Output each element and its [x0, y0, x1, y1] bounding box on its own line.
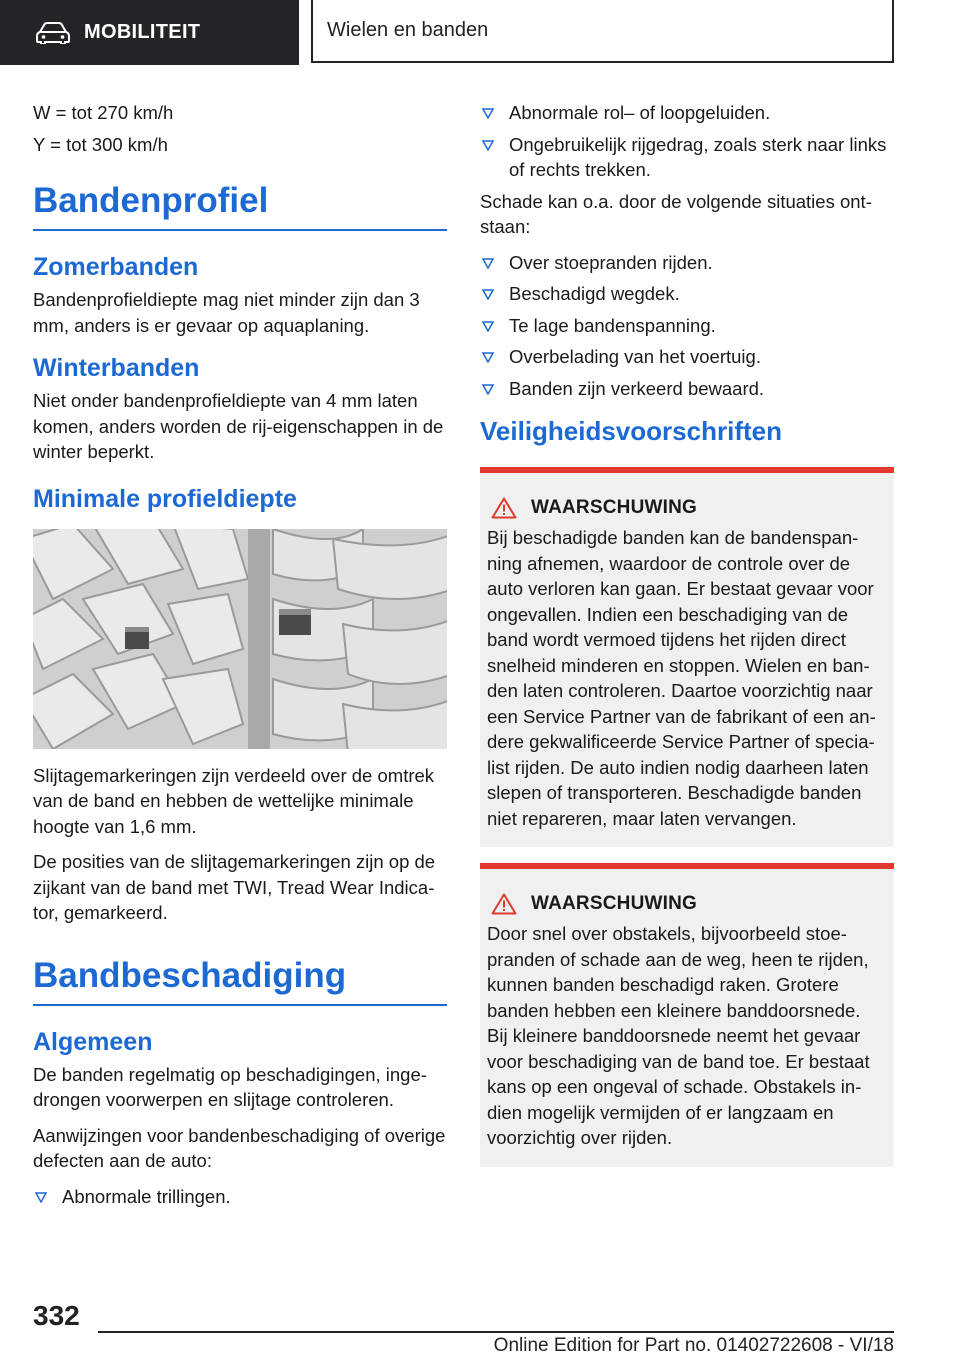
- warning-triangle-icon: [491, 497, 517, 519]
- paragraph-aanwijzingen: Aanwijzingen voor bandenbeschadiging of overige defecten aan de auto:: [33, 1124, 446, 1171]
- page-title: Wielen en banden: [327, 19, 489, 41]
- paragraph-twi: De posities van de slijtagemarkeringen zijn op de zijkant van de band met TWI, Tread Wear Indicator, gemarkeerd.: [33, 851, 436, 923]
- damage-signs-list-continued: [480, 100, 894, 183]
- heading-bandenprofiel: Bandenprofiel: [33, 179, 447, 231]
- section-label: MOBILITEIT: [84, 21, 201, 43]
- triangle-bullet-icon: [482, 258, 494, 269]
- triangle-bullet-icon: [482, 384, 494, 395]
- warning-title: WAARSCHUWING: [531, 893, 697, 914]
- warning-box-1: [480, 467, 894, 847]
- tire-tread-illustration: [33, 529, 447, 749]
- triangle-bullet-icon: [482, 321, 494, 332]
- list-item: Ongebruikelijk rijgedrag, zoals sterk naar links of rechts trekken.: [480, 132, 894, 183]
- warning-text: Bij beschadigde banden kan de bandenspanning afnemen, waardoor de controle over de auto verloren kan gaan. Er bestaat gevaar voor ongevallen. Indien een beschadiging van de band wordt vermoed tijdens het rijden direct snelheid minderen en stoppen. Wielen en banden laten controleren. Daartoe voorzichtig naar een Service Partner van de fabrikant of een andere gekwalificeerde Service Partner of specialist rijden. De auto indien nodig daarheen laten slepen of transporteren. Beschadigde banden niet repareren, maar laten vervangen.: [487, 527, 876, 829]
- left-column: [33, 100, 447, 1215]
- warning-text: Door snel over obstakels, bijvoorbeeld stoepranden of schade aan de weg, heen te rijden, kunnen banden beschadigd raken. Grotere banden hebben een kleinere banddoorsnede. Bij kleinere banddoorsnede neemt het gevaar voor beschadiging van de band toe. Er bestaat kans op een ongeval of schade. Obstakels indien mogelijk vermijden of er langzaam en voorzichtig over rijden.: [487, 923, 870, 1148]
- warning-title: WAARSCHUWING: [531, 497, 697, 518]
- footer-divider: [98, 1331, 894, 1333]
- car-icon: [36, 22, 70, 44]
- paragraph-schade-situaties: Schade kan o.a. door de volgende situaties ontstaan:: [480, 190, 872, 237]
- list-item: Overbelading van het voertuig.: [480, 344, 894, 370]
- header-section-tab: [0, 0, 299, 65]
- heading-bandbeschadiging: Bandbeschadiging: [33, 954, 447, 1006]
- right-column: [480, 100, 894, 1167]
- triangle-bullet-icon: [482, 352, 494, 363]
- paragraph-slijtagemarkeringen: Slijtagemarkeringen zijn verdeeld over de omtrek van de band en hebben de wettelijke minimale hoogte van 1,6 mm.: [33, 764, 435, 837]
- list-item: Beschadigd wegdek.: [480, 281, 894, 307]
- warning-box-2: [480, 863, 894, 1167]
- list-item: Banden zijn verkeerd bewaard.: [480, 376, 894, 402]
- heading-veiligheidsvoorschriften: Veiligheidsvoorschriften: [480, 416, 782, 446]
- triangle-bullet-icon: [35, 1192, 47, 1203]
- page-number: 332: [33, 1300, 80, 1331]
- tire-tread-wear-indicator-image: [33, 529, 447, 749]
- speed-rating-w: W = tot 270 km/h: [33, 102, 174, 123]
- header-title-box: [311, 0, 894, 63]
- footer-edition: Online Edition for Part no. 01402722608 - VI/18: [493, 1335, 894, 1356]
- triangle-bullet-icon: [482, 140, 494, 151]
- list-item: Te lage bandenspanning.: [480, 313, 894, 339]
- warning-triangle-icon: [491, 893, 517, 915]
- damage-signs-list: [33, 1184, 447, 1210]
- heading-zomerbanden: Zomerbanden: [33, 253, 199, 281]
- paragraph-algemeen: De banden regelmatig op beschadigingen, ingedrongen voorwerpen en slijtage controleren.: [33, 1063, 427, 1110]
- speed-rating-y: Y = tot 300 km/h: [33, 133, 168, 155]
- list-item: Over stoepranden rijden.: [480, 250, 894, 276]
- list-item: Abnormale trillingen.: [33, 1184, 447, 1210]
- damage-causes-list: [480, 250, 894, 402]
- triangle-bullet-icon: [482, 108, 494, 119]
- list-item: Abnormale rol– of loopgeluiden.: [480, 100, 894, 126]
- heading-algemeen: Algemeen: [33, 1027, 153, 1056]
- heading-minimale-profieldiepte: Minimale profieldiepte: [33, 484, 297, 513]
- paragraph-zomerbanden: Bandenprofieldiepte mag niet minder zijn dan 3 mm, anders is er gevaar op aquaplaning.: [33, 289, 420, 336]
- heading-winterbanden: Winterbanden: [33, 354, 200, 382]
- triangle-bullet-icon: [482, 289, 494, 300]
- paragraph-winterbanden: Niet onder bandenprofieldiepte van 4 mm laten komen, anders worden de rij-eigenschappen in de winter beperkt.: [33, 390, 444, 462]
